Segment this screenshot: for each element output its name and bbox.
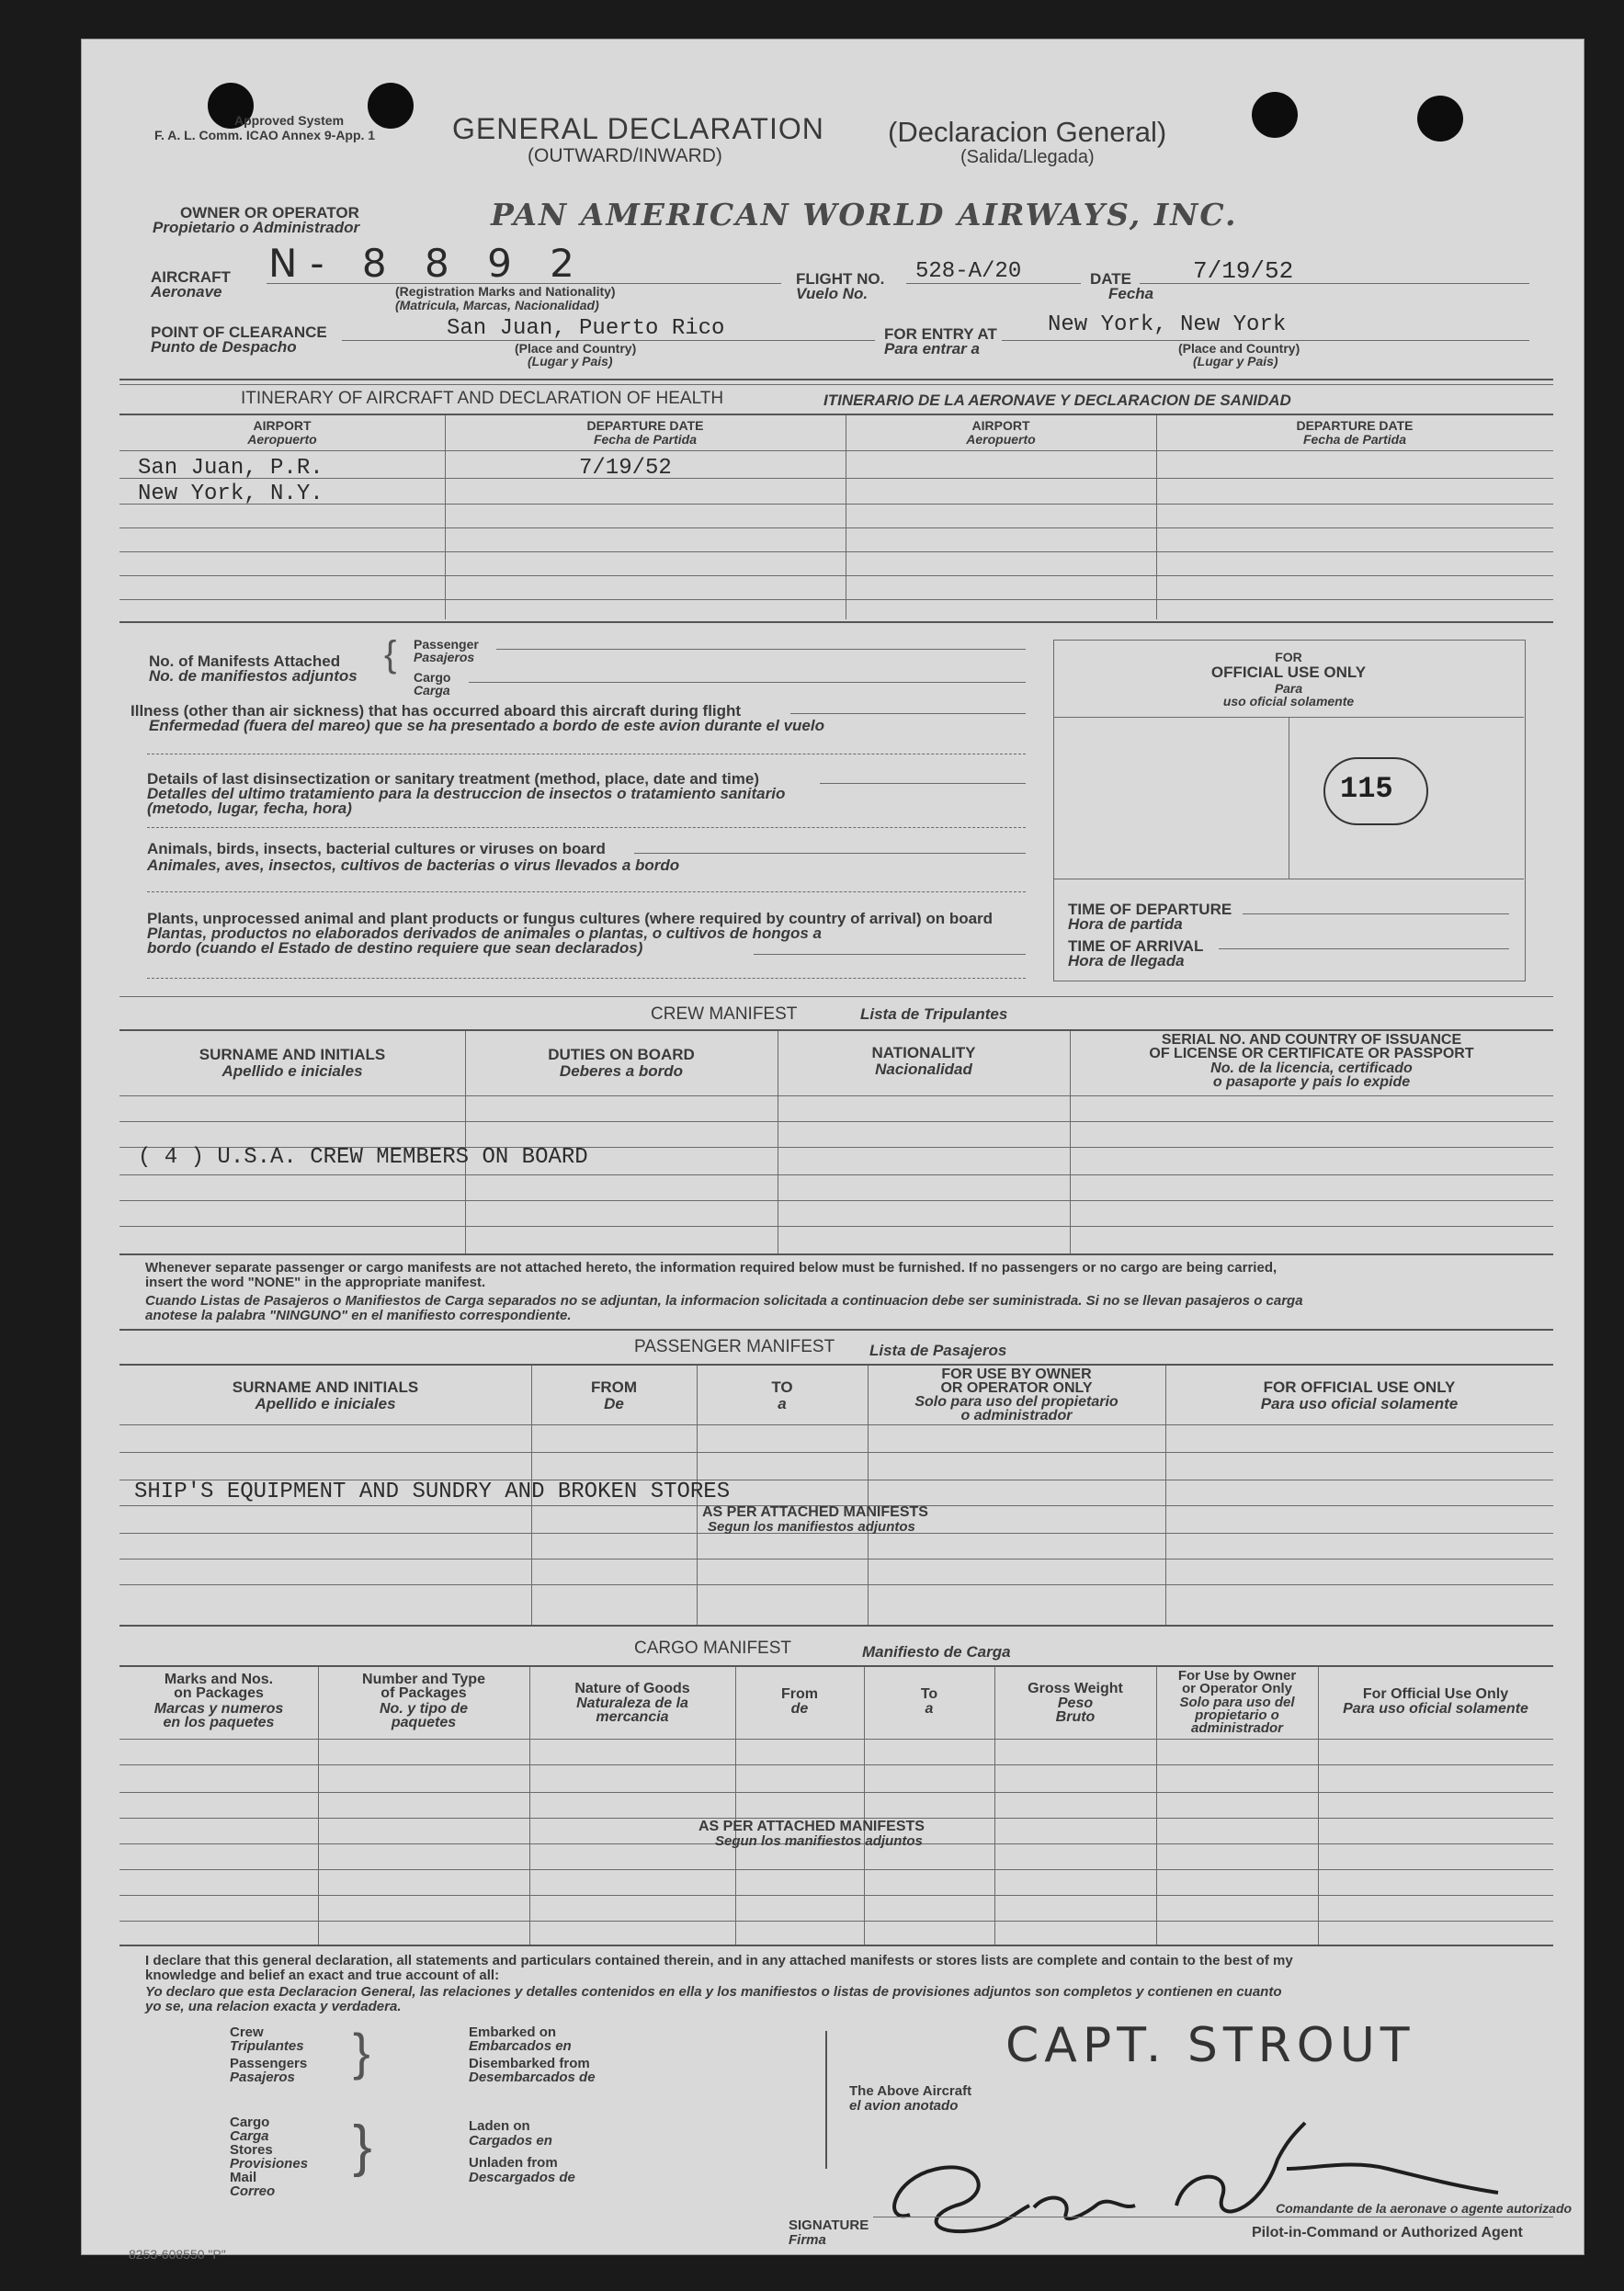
cargo-col-official: For Official Use Only xyxy=(1362,1686,1509,1702)
cargo-col-owner: For Use by Owner xyxy=(1177,1668,1297,1684)
cargo-col-number-es: No. y tipo de xyxy=(380,1701,468,1717)
signature-label-es: Firma xyxy=(789,2232,826,2248)
unladen-label: Unladen from xyxy=(469,2155,558,2171)
crew-col-surname-es: Apellido e iniciales xyxy=(221,1062,363,1080)
passenger-col-from: FROM xyxy=(590,1378,638,1396)
aircraft-label: AIRCRAFT xyxy=(151,268,231,286)
form-subtitle: (OUTWARD/INWARD) xyxy=(528,145,722,166)
time-departure-label: TIME OF DEPARTURE xyxy=(1068,901,1232,918)
cargo-attached: AS PER ATTACHED MANIFESTS xyxy=(698,1819,925,1834)
aircraft-label-es: Aeronave xyxy=(151,283,222,301)
illness-label: Illness (other than air sickness) that has occurred aboard this aircraft during flight xyxy=(131,702,742,720)
passenger-col-owner: FOR USE BY OWNER xyxy=(941,1367,1092,1382)
embarked-label: Embarked on xyxy=(469,2024,557,2040)
declaration-en-2: knowledge and belief an exact and true account of all: xyxy=(145,1968,500,1983)
aircraft-sub: (Registration Marks and Nationality) xyxy=(395,284,616,299)
crew-col-serial-es: No. de la licencia, certificado xyxy=(1210,1060,1413,1076)
date-label: DATE xyxy=(1090,270,1132,288)
cargo-label-es: Carga xyxy=(414,683,450,698)
signature-cmd: Pilot-in-Command or Authorized Agent xyxy=(1252,2225,1523,2240)
crew-title: CREW MANIFEST xyxy=(651,1004,798,1024)
manifests-label: No. of Manifests Attached xyxy=(149,652,341,670)
brace-icon: } xyxy=(353,2115,372,2178)
flight-label: FLIGHT NO. xyxy=(796,270,885,288)
crew-count-label: Crew xyxy=(230,2024,264,2040)
crew-entry: ( 4 ) U.S.A. CREW MEMBERS ON BOARD xyxy=(138,1145,588,1170)
passenger-title-es: Lista de Pasajeros xyxy=(869,1342,1007,1359)
clearance-sub-es: (Lugar y Pais) xyxy=(528,354,613,369)
official-para-2: uso oficial solamente xyxy=(1222,694,1355,709)
crew-col-nationality: NATIONALITY xyxy=(871,1044,976,1061)
stores-count-label-es: Provisiones xyxy=(230,2156,309,2172)
clearance-label-es: Punto de Despacho xyxy=(151,338,297,356)
cargo-col-nature: Nature of Goods xyxy=(574,1681,690,1696)
clearance-label: POINT OF CLEARANCE xyxy=(151,323,327,341)
itinerary-row-airport: New York, N.Y. xyxy=(138,482,324,506)
itinerary-col-airport-2-es: Aeropuerto xyxy=(966,432,1036,447)
passenger-col-from-es: De xyxy=(604,1395,624,1412)
declaration-es-2: yo se, una relacion exacta y verdadera. xyxy=(145,1999,402,2014)
above-aircraft-label-es: el avion anotado xyxy=(849,2098,959,2114)
fal-reference: F. A. L. Comm. ICAO Annex 9-App. 1 xyxy=(154,128,376,142)
time-departure-label-es: Hora de partida xyxy=(1068,915,1183,933)
cargo-col-number-es-2: paquetes xyxy=(391,1715,457,1730)
itinerary-col-date: DEPARTURE DATE xyxy=(586,418,704,433)
disinsect-label-es: Detalles del ultimo tratamiento para la destruccion de insectos o tratamiento sanitario xyxy=(147,785,786,802)
cargo-col-official-es: Para uso oficial solamente xyxy=(1343,1701,1528,1717)
crew-col-serial-2: OF LICENSE OR CERTIFICATE OR PASSPORT xyxy=(1149,1046,1474,1061)
brace-icon: } xyxy=(353,2023,370,2081)
itinerary-title: ITINERARY OF AIRCRAFT AND DECLARATION OF HEALTH xyxy=(241,389,724,408)
declaration-en: I declare that this general declaration, all statements and particulars contained therein, and in any attached manifests or stores lists are complete and contain to the best of my xyxy=(145,1953,1293,1968)
signature-cmd-es: Comandante de la aeronave o agente autorizado xyxy=(1276,2201,1573,2216)
itinerary-col-date-2: DEPARTURE DATE xyxy=(1296,418,1414,433)
passenger-attached: AS PER ATTACHED MANIFESTS xyxy=(702,1504,928,1520)
form-subtitle-es: (Salida/Llegada) xyxy=(960,147,1095,167)
passenger-col-to: TO xyxy=(771,1378,793,1396)
animals-label-es: Animales, aves, insectos, cultivos de bacterias o virus llevados a bordo xyxy=(147,856,680,874)
cargo-col-to-es: a xyxy=(925,1701,934,1717)
itinerary-col-airport-2: AIRPORT xyxy=(971,418,1030,433)
crew-col-serial: SERIAL NO. AND COUNTRY OF ISSUANCE xyxy=(1161,1032,1462,1048)
cargo-col-nature-es: Naturaleza de la xyxy=(576,1696,688,1711)
plants-label: Plants, unprocessed animal and plant products or fungus cultures (where required by country of arrival) on board xyxy=(147,910,994,927)
form-title-es: (Declaracion General) xyxy=(888,116,1167,148)
cargo-col-number-2: of Packages xyxy=(380,1685,467,1701)
cargo-col-weight-es-2: Bruto xyxy=(1055,1709,1096,1725)
entry-sub: (Place and Country) xyxy=(1178,341,1300,356)
cargo-col-weight-es: Peso xyxy=(1057,1696,1094,1711)
mail-count-label: Mail xyxy=(230,2170,257,2185)
cargo-attached-es: Segun los manifiestos adjuntos xyxy=(715,1833,923,1849)
itinerary-col-airport: AIRPORT xyxy=(253,418,312,433)
punch-hole xyxy=(1417,96,1463,142)
cargo-col-from-es: de xyxy=(790,1701,809,1717)
itinerary-title-es: ITINERARIO DE LA AERONAVE Y DECLARACION DE SANIDAD xyxy=(823,391,1291,409)
stores-count-label: Stores xyxy=(230,2142,273,2158)
cargo-col-marks-es: Marcas y numeros xyxy=(153,1701,284,1717)
itinerary-col-airport-es: Aeropuerto xyxy=(247,432,317,447)
cargo-col-owner-es-3: administrador xyxy=(1190,1720,1284,1736)
disembarked-label: Disembarked from xyxy=(469,2056,590,2071)
brace-icon: { xyxy=(384,634,397,675)
cargo-col-nature-es-2: mercancia xyxy=(596,1709,669,1725)
cargo-col-marks-es-2: en los paquetes xyxy=(163,1715,275,1730)
passengers-count-label-es: Pasajeros xyxy=(230,2070,295,2085)
crew-col-duties: DUTIES ON BOARD xyxy=(548,1046,695,1063)
passenger-col-official: FOR OFFICIAL USE ONLY xyxy=(1263,1378,1456,1396)
entry-label: FOR ENTRY AT xyxy=(884,325,997,343)
date-value: 7/19/52 xyxy=(1193,257,1294,285)
approved-system: Approved System xyxy=(234,113,345,128)
cargo-col-to: To xyxy=(920,1686,938,1702)
official-for: FOR xyxy=(1275,650,1302,664)
animals-label: Animals, birds, insects, bacterial cultures or viruses on board xyxy=(147,840,606,857)
owner-label-es: Propietario o Administrador xyxy=(153,219,360,236)
itinerary-col-date-es: Fecha de Partida xyxy=(593,432,698,447)
plants-label-es-2: bordo (cuando el Estado de destino requiere que sean declarados) xyxy=(147,939,643,957)
cargo-col-weight: Gross Weight xyxy=(1028,1681,1123,1696)
flight-label-es: Vuelo No. xyxy=(796,285,869,302)
above-aircraft-label: The Above Aircraft xyxy=(849,2083,972,2099)
mail-count-label-es: Correo xyxy=(230,2183,276,2199)
itinerary-col-date-2-es: Fecha de Partida xyxy=(1302,432,1407,447)
entry-sub-es: (Lugar y Pais) xyxy=(1193,354,1278,369)
passenger-col-owner-es: Solo para uso del propietario xyxy=(914,1394,1119,1410)
cargo-col-owner-es-2: propietario o xyxy=(1195,1707,1279,1723)
crew-col-duties-es: Deberes a bordo xyxy=(559,1062,684,1080)
passengers-count-label: Passengers xyxy=(230,2056,308,2071)
disinsect-label-es-2: (metodo, lugar, fecha, hora) xyxy=(147,800,352,817)
crew-title-es: Lista de Tripulantes xyxy=(860,1005,1008,1023)
entry-label-es: Para entrar a xyxy=(884,340,980,357)
stamp-number: 115 xyxy=(1340,772,1393,806)
clearance-value: San Juan, Puerto Rico xyxy=(447,316,725,341)
owner-label: OWNER OR OPERATOR xyxy=(180,204,359,221)
cargo-col-marks-2: on Packages xyxy=(174,1685,264,1701)
time-arrival-label: TIME OF ARRIVAL xyxy=(1068,937,1204,955)
clearance-sub: (Place and Country) xyxy=(515,341,637,356)
notice-es: Cuando Listas de Pasajeros o Manifiestos de Carga separados no se adjuntan, la informacion solicitada a continuacion debe ser suministrada. Si no se llevan pasajeros o carga xyxy=(145,1293,1303,1309)
cargo-col-number: Number and Type xyxy=(362,1672,485,1687)
disembarked-label-es: Desembarcados de xyxy=(469,2070,596,2085)
crew-count-label-es: Tripulantes xyxy=(230,2038,304,2054)
passenger-entry: SHIP'S EQUIPMENT AND SUNDRY AND BROKEN STORES xyxy=(134,1480,731,1504)
form-number: 8253-608550 "P" xyxy=(129,2247,226,2262)
laden-label-es: Cargados en xyxy=(469,2133,552,2149)
cargo-col-owner-es: Solo para uso del xyxy=(1179,1695,1295,1710)
passenger-col-owner-es-2: o administrador xyxy=(960,1408,1073,1423)
aircraft-registration: N- 8 8 9 2 xyxy=(268,241,587,286)
form-title: GENERAL DECLARATION xyxy=(452,112,824,145)
passenger-attached-es: Segun los manifiestos adjuntos xyxy=(708,1519,915,1535)
notice-es-2: anotese la palabra "NINGUNO" en el manifiesto correspondiente. xyxy=(145,1308,572,1323)
illness-label-es: Enfermedad (fuera del mareo) que se ha presentado a bordo de este avion durante el vuelo xyxy=(149,717,824,734)
passenger-label: Passenger xyxy=(414,637,479,652)
entry-value: New York, New York xyxy=(1048,312,1287,337)
punch-hole xyxy=(368,83,414,129)
manifests-label-es: No. de manifiestos adjuntos xyxy=(149,667,358,685)
declaration-es: Yo declaro que esta Declaracion General, las relaciones y detalles contenidos en ella y los manifiestos o listas de provisiones adjuntos son completos y contienen en cuanto xyxy=(145,1984,1282,2000)
captain-name: CAPT. STROUT xyxy=(1005,2018,1415,2073)
passenger-col-surname-es: Apellido e iniciales xyxy=(255,1395,396,1412)
passenger-title: PASSENGER MANIFEST xyxy=(634,1337,835,1356)
unladen-label-es: Descargados de xyxy=(469,2170,575,2185)
passenger-col-surname: SURNAME AND INITIALS xyxy=(232,1378,419,1396)
passenger-col-owner-2: OR OPERATOR ONLY xyxy=(940,1380,1093,1396)
official-title: OFFICIAL USE ONLY xyxy=(1210,663,1367,681)
cargo-label: Cargo xyxy=(414,670,451,685)
punch-hole xyxy=(1252,92,1298,138)
cargo-title: CARGO MANIFEST xyxy=(634,1639,792,1658)
cargo-col-marks: Marks and Nos. xyxy=(164,1672,274,1687)
laden-label: Laden on xyxy=(469,2118,530,2134)
flight-number: 528-A/20 xyxy=(915,259,1022,284)
itinerary-row-airport: San Juan, P.R. xyxy=(138,456,324,481)
cargo-col-from: From xyxy=(781,1686,818,1702)
time-arrival-label-es: Hora de llegada xyxy=(1068,952,1185,970)
date-label-es: Fecha xyxy=(1108,285,1154,302)
owner-value: PAN AMERICAN WORLD AIRWAYS, INC. xyxy=(491,197,1238,233)
official-para: Para xyxy=(1274,681,1303,696)
cargo-count-label-es: Carga xyxy=(230,2128,269,2144)
aircraft-sub-es: (Matricula, Marcas, Nacionalidad) xyxy=(395,298,599,312)
passenger-col-official-es: Para uso oficial solamente xyxy=(1260,1395,1459,1412)
crew-col-serial-es-2: o pasaporte y pais lo expide xyxy=(1212,1074,1411,1090)
signature-label: SIGNATURE xyxy=(789,2217,869,2233)
plants-label-es: Plantas, productos no elaborados derivados de animales o plantas, o cultivos de hongos a xyxy=(147,924,822,942)
passenger-label-es: Pasajeros xyxy=(414,650,475,664)
crew-col-nationality-es: Nacionalidad xyxy=(875,1060,972,1078)
notice-en-2: insert the word "NONE" in the appropriate manifest. xyxy=(145,1275,486,1290)
cargo-title-es: Manifiesto de Carga xyxy=(862,1643,1011,1661)
cargo-count-label: Cargo xyxy=(230,2115,270,2130)
embarked-label-es: Embarcados en xyxy=(469,2038,572,2054)
crew-col-surname: SURNAME AND INITIALS xyxy=(199,1046,386,1063)
passenger-col-to-es: a xyxy=(778,1395,787,1412)
itinerary-row-date: 7/19/52 xyxy=(579,456,672,481)
notice-en: Whenever separate passenger or cargo manifests are not attached hereto, the information required below must be furnished. If no passengers or no cargo are being carried, xyxy=(145,1260,1278,1276)
disinsect-label: Details of last disinsectization or sanitary treatment (method, place, date and time) xyxy=(147,770,759,788)
cargo-col-owner-2: or Operator Only xyxy=(1181,1681,1293,1696)
